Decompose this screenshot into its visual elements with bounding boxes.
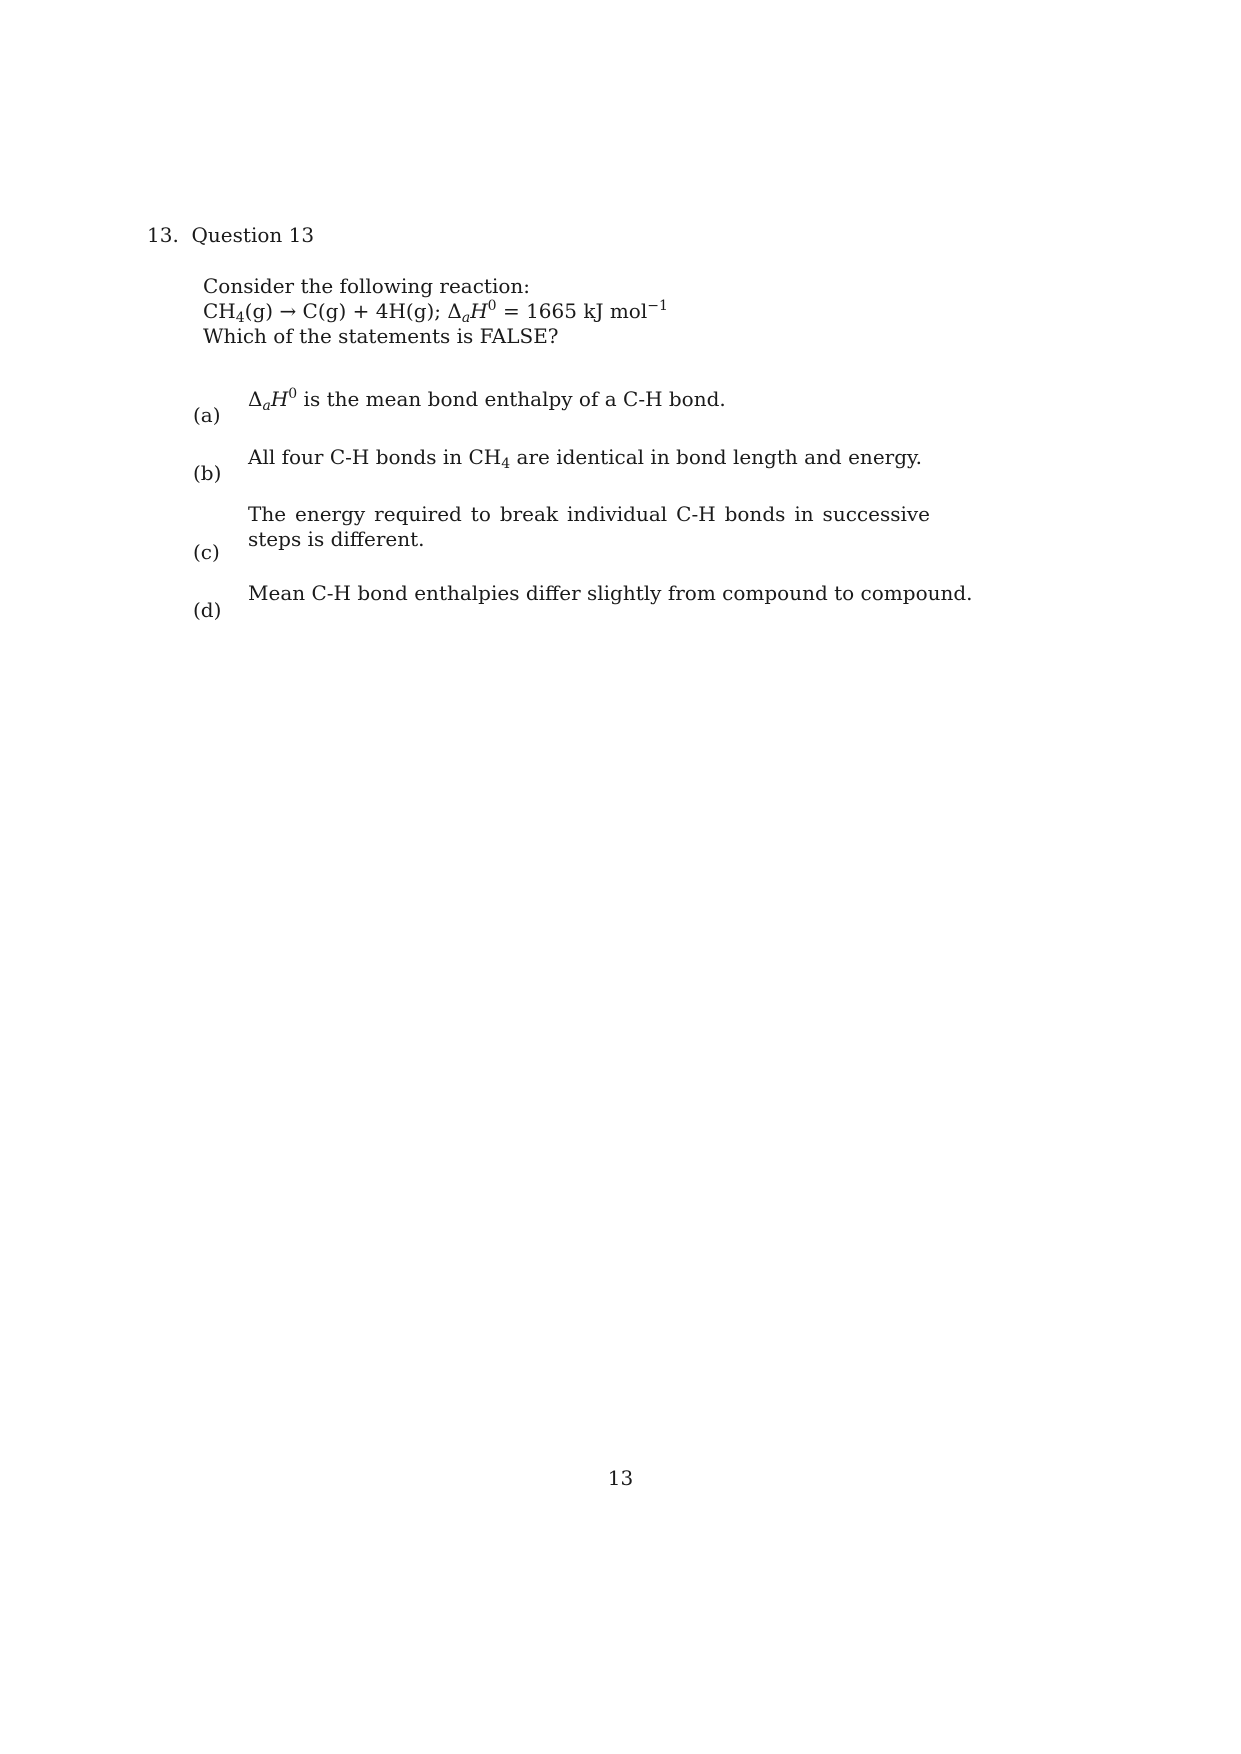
- option-a-text: $\Delta_aH^0$ is the mean bond enthalpy of a C-H bond.: [248, 386, 726, 414]
- option-c-text: The energy required to break individual C-H bonds in successive steps is different.: [248, 502, 930, 551]
- option-d-label: (d): [193, 598, 222, 622]
- reaction-equation: $CH_4(g) \to C(g) + 4H(g)$; $\Delta_aH^0 = 1665$ kJ mol$^{-1}$: [203, 298, 668, 326]
- option-c-label: (c): [193, 540, 220, 564]
- option-b-label: (b): [193, 461, 222, 485]
- option-b-text: All four C-H bonds in $CH_4$ are identical in bond length and energy.: [248, 445, 923, 472]
- question-stem: [203, 274, 668, 349]
- question-intro: Consider the following reaction:: [203, 274, 531, 298]
- option-a-label: (a): [193, 403, 221, 427]
- question-heading: [147, 223, 314, 247]
- question-number: 13.: [147, 223, 179, 247]
- option-d-text: Mean C-H bond enthalpies differ slightly from compound to compound.: [248, 581, 973, 605]
- question-prompt: Which of the statements is FALSE?: [203, 324, 559, 348]
- page-number: 13: [607, 1466, 634, 1490]
- question-title: Question 13: [191, 223, 315, 247]
